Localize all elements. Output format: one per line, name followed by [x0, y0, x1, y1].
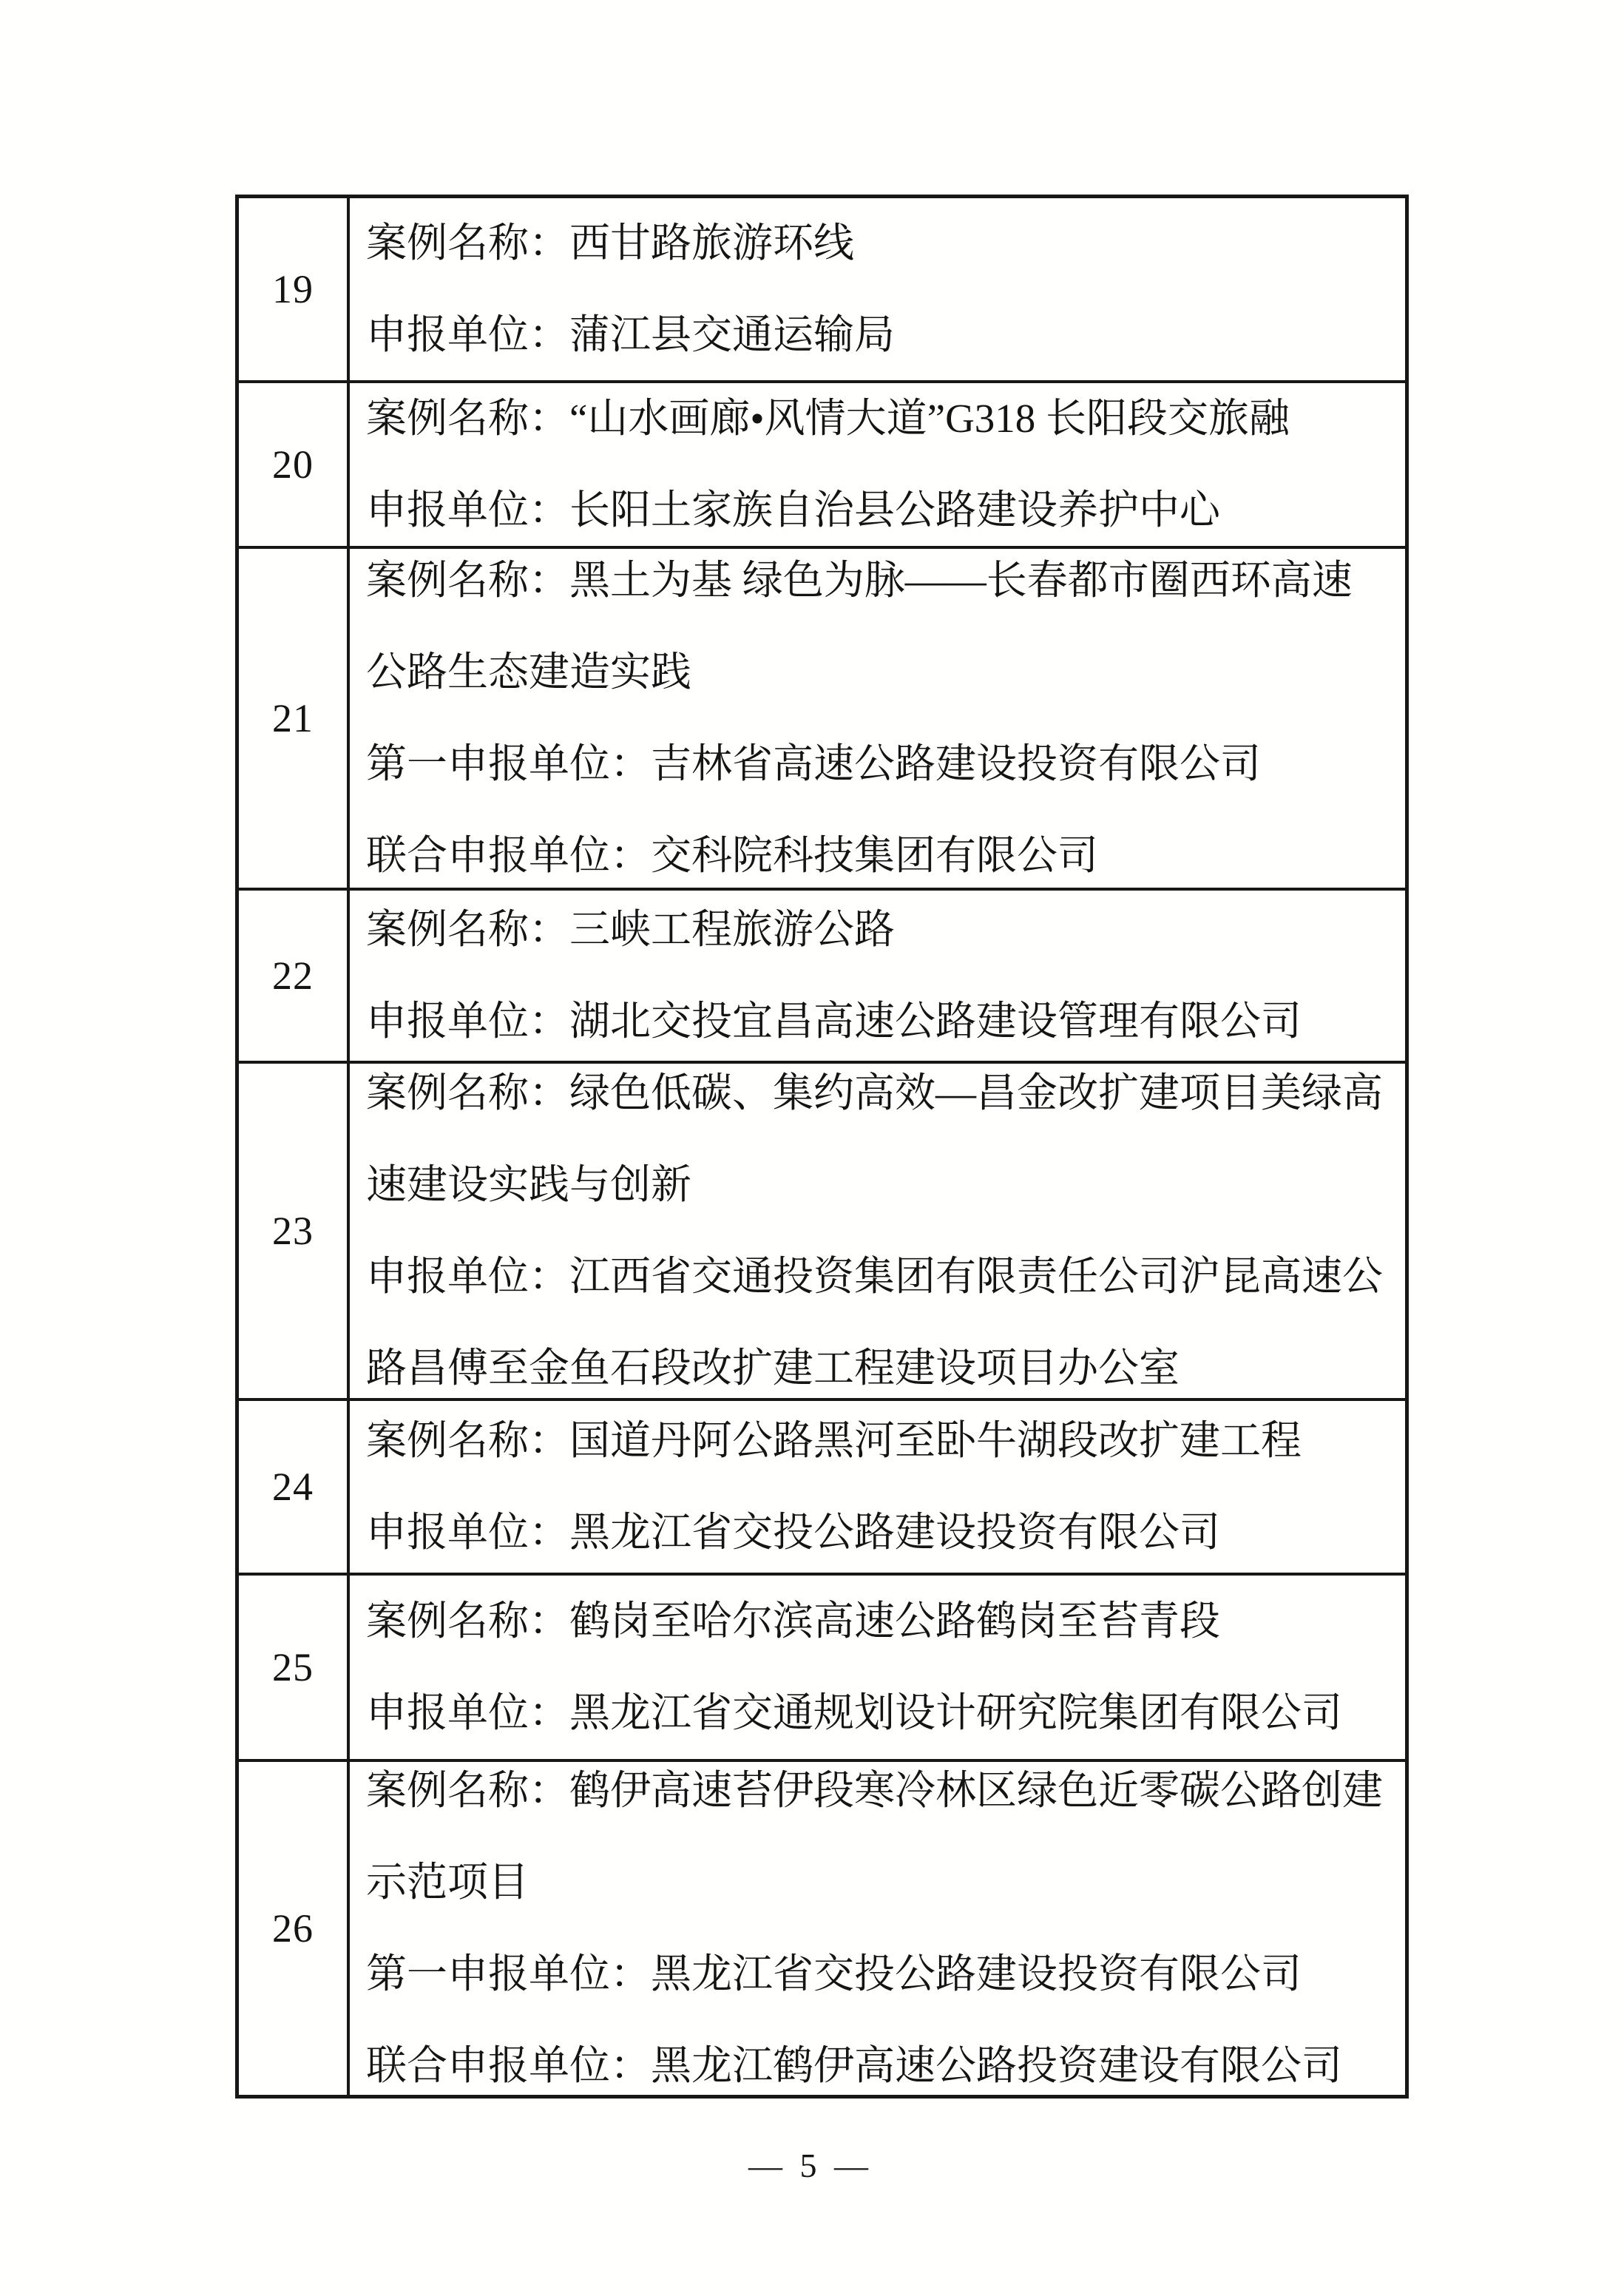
- row-number: 24: [239, 1401, 350, 1573]
- case-name-line: 案例名称：绿色低碳、集约高效—昌金改扩建项目美绿高: [366, 1070, 1384, 1115]
- table-row: [239, 1573, 1405, 1759]
- case-name-line: 案例名称：鹤岗至哈尔滨高速公路鹤岗至苔青段: [366, 1598, 1221, 1644]
- row-number: 26: [239, 1762, 350, 2095]
- applicant-line: 申报单位：蒲江县交通运输局: [366, 312, 896, 357]
- row-content: [350, 891, 1405, 1061]
- table-row: [239, 888, 1405, 1061]
- case-name-line: 案例名称：国道丹阿公路黑河至卧牛湖段改扩建工程: [366, 1418, 1302, 1463]
- first-applicant-line: 第一申报单位：吉林省高速公路建设投资有限公司: [366, 741, 1262, 786]
- row-number: 21: [239, 549, 350, 888]
- case-name-line: 案例名称：“山水画廊•风情大道”G318 长阳段交旅融: [366, 396, 1290, 441]
- applicant-line: 申报单位：黑龙江省交通规划设计研究院集团有限公司: [366, 1690, 1343, 1735]
- applicant-line: 申报单位：江西省交通投资集团有限责任公司沪昆高速公: [366, 1254, 1384, 1299]
- row-number: 22: [239, 891, 350, 1061]
- joint-applicant-line: 联合申报单位：黑龙江鹤伊高速公路投资建设有限公司: [366, 2043, 1343, 2088]
- case-name-wrap-line: 示范项目: [366, 1860, 529, 1905]
- table-row: [239, 546, 1405, 888]
- case-name-line: 案例名称：西甘路旅游环线: [366, 220, 855, 266]
- row-content: [350, 1762, 1405, 2095]
- case-name-wrap-line: 速建设实践与创新: [366, 1162, 692, 1207]
- row-content: [350, 1401, 1405, 1573]
- case-table: [235, 195, 1409, 2099]
- row-content: [350, 549, 1405, 888]
- case-name-line: 案例名称：三峡工程旅游公路: [366, 907, 896, 952]
- row-number: 23: [239, 1064, 350, 1398]
- table-row: [239, 1759, 1405, 2095]
- case-name-wrap-line: 公路生态建造实践: [366, 649, 692, 695]
- table-row: [239, 1061, 1405, 1398]
- first-applicant-line: 第一申报单位：黑龙江省交投公路建设投资有限公司: [366, 1951, 1302, 1996]
- page-number: — 5 —: [748, 2147, 873, 2184]
- row-content: [350, 1064, 1405, 1398]
- row-number: 25: [239, 1576, 350, 1759]
- row-number: 20: [239, 383, 350, 546]
- row-content: [350, 198, 1405, 380]
- row-number: 19: [239, 198, 350, 380]
- applicant-line: 申报单位：湖北交投宜昌高速公路建设管理有限公司: [366, 999, 1302, 1044]
- case-name-line: 案例名称：鹤伊高速苔伊段寒冷林区绿色近零碳公路创建: [366, 1768, 1384, 1813]
- joint-applicant-line: 联合申报单位：交科院科技集团有限公司: [366, 833, 1099, 878]
- table-row: [239, 1398, 1405, 1573]
- table-row: [239, 380, 1405, 546]
- case-name-line: 案例名称：黑土为基 绿色为脉——长春都市圈西环高速: [366, 558, 1353, 603]
- table-row: [239, 198, 1405, 380]
- applicant-line: 申报单位：长阳土家族自治县公路建设养护中心: [366, 487, 1221, 533]
- row-content: [350, 1576, 1405, 1759]
- applicant-wrap-line: 路昌傅至金鱼石段改扩建工程建设项目办公室: [366, 1345, 1180, 1391]
- applicant-line: 申报单位：黑龙江省交投公路建设投资有限公司: [366, 1510, 1221, 1555]
- row-content: [350, 383, 1405, 546]
